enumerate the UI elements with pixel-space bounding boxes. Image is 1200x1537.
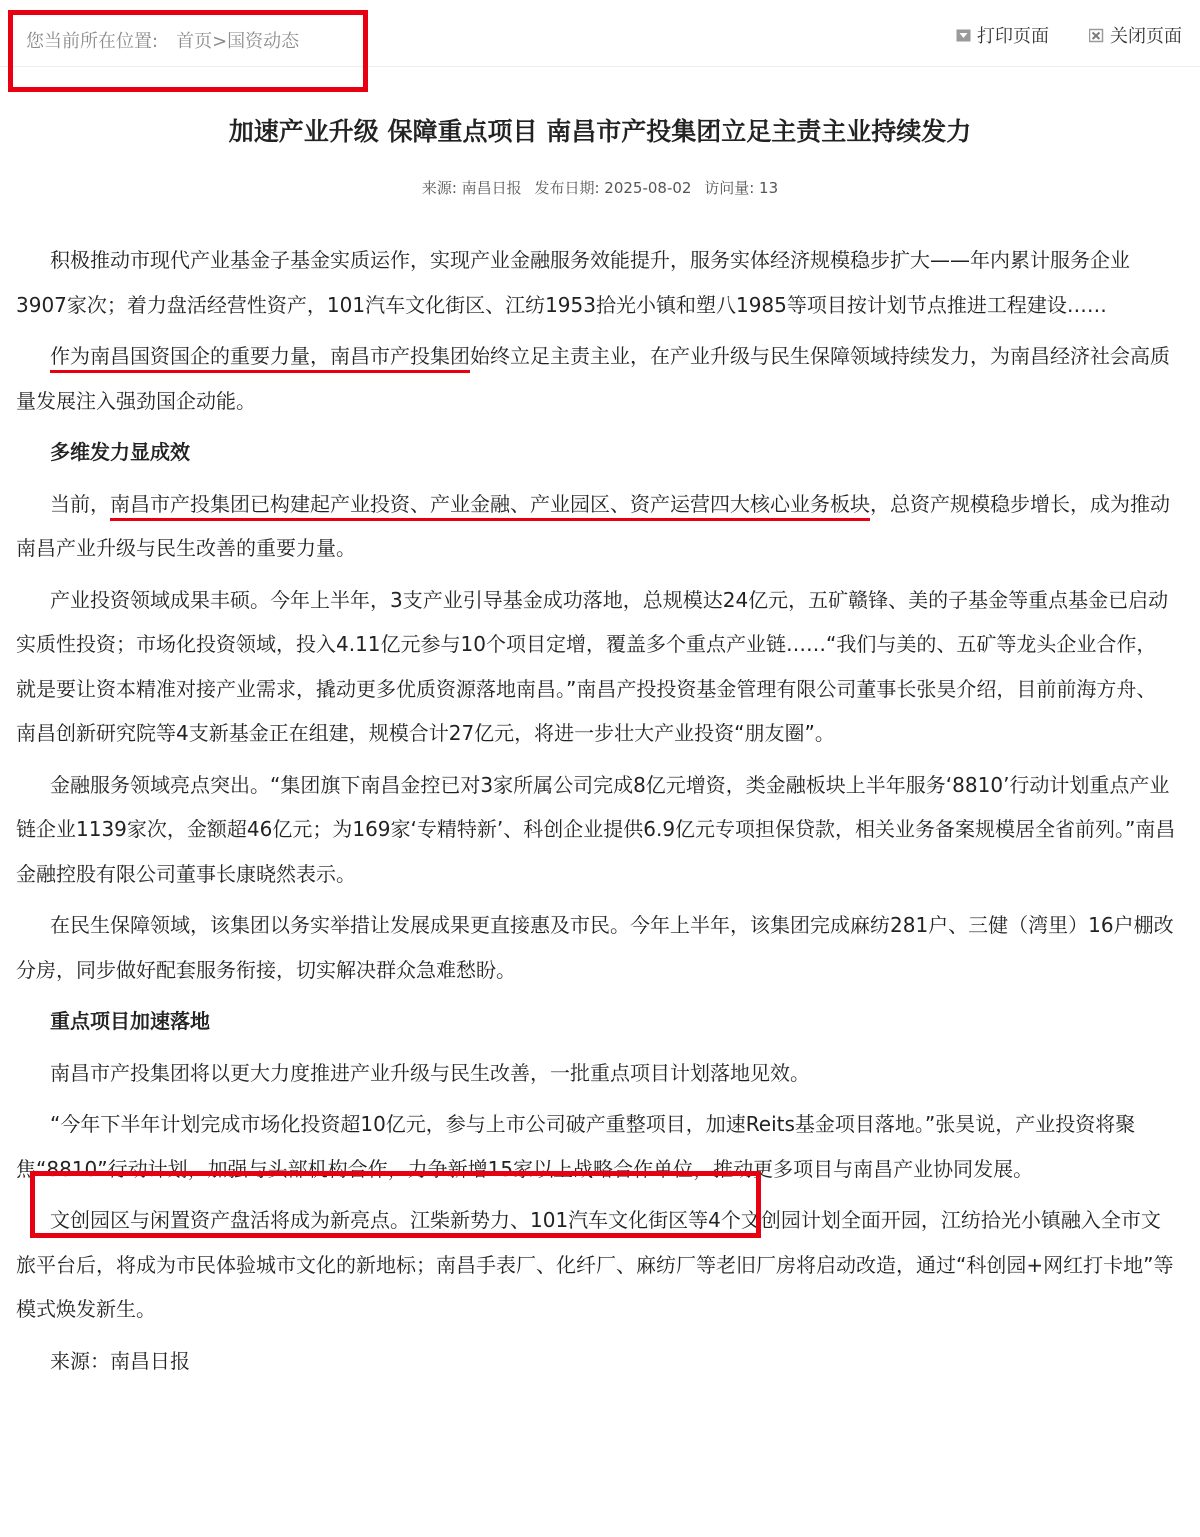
- close-box-icon: [1089, 28, 1104, 43]
- paragraph-intro: 积极推动市现代产业基金子基金实质运作，实现产业金融服务效能提升，服务实体经济规模稳步扩大——年内累计服务企业3907家次；着力盘活经营性资产，101汽车文化街区、江纺1953拾光小镇和塑八1985等项目按计划节点推进工程建设……: [16, 248, 1130, 317]
- article-source-footer: 来源：南昌日报: [50, 1348, 190, 1373]
- underlined-phrase-role: 作为南昌国资国企的重要力量，南昌市产投集团: [50, 344, 470, 368]
- breadcrumb-separator: >: [212, 31, 228, 52]
- paragraph-business-rest: ，总资产规模稳步增长，成为推动南昌产业升级与民生改善的重要力量。: [16, 491, 1170, 560]
- section-heading-key-projects: 重点项目加速落地: [50, 1009, 210, 1033]
- breadcrumb-home-link[interactable]: 首页: [176, 31, 213, 52]
- quote-highlight-box: [30, 1171, 761, 1238]
- breadcrumb-highlight-box: [8, 10, 368, 92]
- section-heading-achievements: 多维发力显成效: [50, 440, 190, 464]
- paragraph-key-projects: 南昌市产投集团将以更大力度推进产业升级与民生改善，一批重点项目计划落地见效。: [50, 1060, 810, 1085]
- paragraph-financial-services: 金融服务领域亮点突出。“集团旗下南昌金控已对3家所属公司完成8亿元增资，类金融板块上半年服务‘8810’行动计划重点产业链企业1139家次，金额超46亿元；为169家‘专精特新’、科创企业提供6.9亿元专项担保贷款，相关业务备案规模居全省前列。”南昌金融控股有限公司董事长康晓然表示。: [16, 772, 1176, 886]
- close-page-label: 关闭页面: [1110, 26, 1182, 47]
- close-page-button[interactable]: [1089, 22, 1182, 48]
- paragraph-investment-plan-quote: “今年下半年计划完成市场化投资超10亿元，参与上市公司破产重整项目，加速Reits基金项目落地。”张昊说，产业投资将聚焦“8810”行动计划，加强与头部机构合作，力争新增15家以上战略合作单位，推动更多项目与南昌产业协同发展。: [16, 1112, 1136, 1181]
- breadcrumb-current-link[interactable]: 国资动态: [227, 31, 300, 52]
- article-views: 访问量: 13: [704, 179, 779, 197]
- article-date: 发布日期: 2025-08-02: [534, 179, 692, 197]
- paragraph-industry-investment: 产业投资领域成果丰硕。今年上半年，3支产业引导基金成功落地，总规模达24亿元，五矿赣锋、美的子基金等重点基金已启动实质性投资；市场化投资领域，投入4.11亿元参与10个项目定增，覆盖多个重点产业链……“我们与美的、五矿等龙头企业合作，就是要让资本精准对接产业需求，撬动更多优质资源落地南昌。”南昌产投投资基金管理有限公司董事长张昊介绍，目前前海方舟、南昌创新研究院等4支新基金正在组建，规模合计27亿元，将进一步壮大产业投资“朋友圈”。: [16, 587, 1169, 745]
- article-meta: [0, 177, 1200, 198]
- article-source: 来源: 南昌日报: [421, 179, 522, 197]
- paragraph-business-start: 当前，: [50, 491, 110, 516]
- paragraph-business-segments: [16, 482, 1176, 571]
- page-actions: [956, 22, 1182, 48]
- breadcrumb-prefix: 您当前所在位置:: [26, 31, 159, 52]
- paragraph-livelihood: 在民生保障领域，该集团以务实举措让发展成果更直接惠及市民。今年上半年，该集团完成麻纺281户、三健（湾里）16户棚改分房，同步做好配套服务衔接，切实解决群众急难愁盼。: [16, 913, 1174, 982]
- print-icon: [956, 28, 971, 43]
- underlined-phrase-segments: 南昌市产投集团已构建起产业投资、产业金融、产业园区、资产运营四大核心业务板块: [110, 491, 870, 516]
- article-title: 加速产业升级 保障重点项目 南昌市产投集团立足主责主业持续发力: [228, 117, 972, 146]
- paragraph-role: [16, 334, 1176, 423]
- print-page-label: 打印页面: [977, 26, 1049, 47]
- print-page-button[interactable]: [956, 22, 1049, 48]
- paragraph-cultural-parks: 文创园区与闲置资产盘活将成为新亮点。江柴新势力、101汽车文化街区等4个文创园计划全面开园，江纺拾光小镇融入全市文旅平台后，将成为市民体验城市文化的新地标；南昌手表厂、化纤厂、麻纺厂等老旧厂房将启动改造，通过“科创园+网红打卡地”等模式焕发新生。: [16, 1208, 1174, 1321]
- paragraph-role-rest: 始终立足主责主业，在产业升级与民生保障领域持续发力，为南昌经济社会高质量发展注入强劲国企动能。: [16, 344, 1170, 413]
